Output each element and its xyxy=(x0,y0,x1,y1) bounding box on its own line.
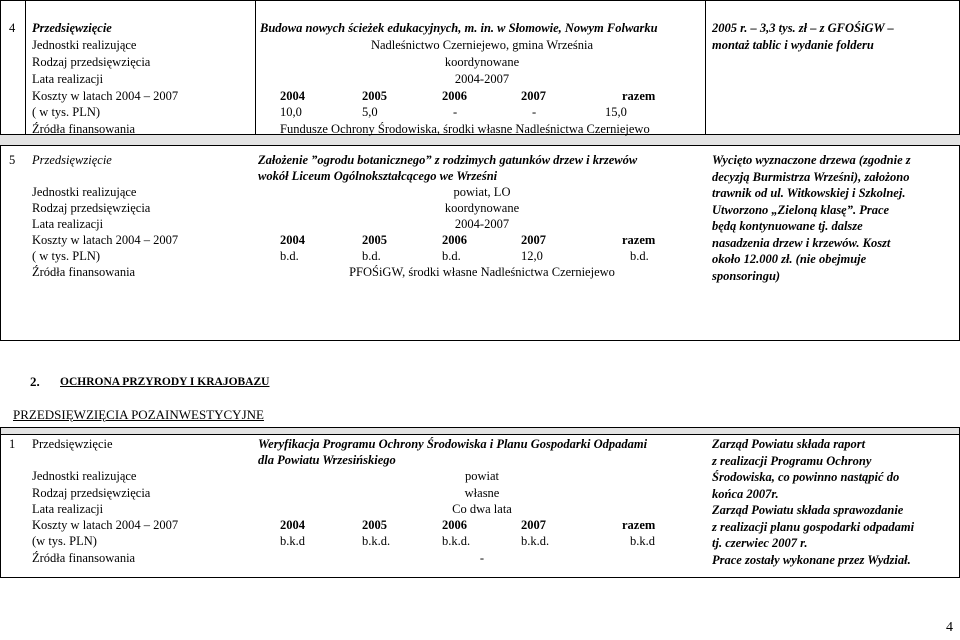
cost-value-2005: 5,0 xyxy=(362,105,378,119)
label-unit: (w tys. PLN) xyxy=(32,534,97,548)
cost-value-2006: - xyxy=(453,105,458,119)
project-title-line: wokół Liceum Ogólnokształcącego we Wrześni xyxy=(258,169,498,183)
cost-header-total: razem xyxy=(622,518,656,532)
label-project: Przedsięwzięcie xyxy=(32,21,112,35)
label-costs: Koszty w latach 2004 – 2007 xyxy=(32,89,179,103)
label-funding: Źródła finansowania xyxy=(32,265,136,279)
label-funding: Źródła finansowania xyxy=(32,551,136,565)
entry-number: 1 xyxy=(9,437,16,451)
cost-header-2004: 2004 xyxy=(280,233,305,247)
label-type: Rodzaj przedsięwzięcia xyxy=(32,55,151,69)
cost-header-2007: 2007 xyxy=(521,233,546,247)
label-costs: Koszty w latach 2004 – 2007 xyxy=(32,518,179,532)
note-line: Utworzono „Zieloną klasę”. Prace xyxy=(712,202,890,217)
note-line: z realizacji Programu Ochrony xyxy=(712,453,872,468)
note-line: Zarząd Powiatu składa sprawozdanie xyxy=(712,503,904,517)
units-value: Nadleśnictwo Czerniejewo, gmina Września xyxy=(370,38,594,52)
type-value: koordynowane xyxy=(444,201,520,215)
cost-value-total: b.d. xyxy=(630,249,649,263)
label-project: Przedsięwzięcie xyxy=(32,437,113,451)
cost-value-2004: 10,0 xyxy=(280,105,302,119)
units-value: powiat, LO xyxy=(453,185,511,199)
page-number: 4 xyxy=(946,620,953,635)
project-title-line: dla Powiatu Wrzesińskiego xyxy=(258,453,396,467)
units-value: powiat xyxy=(464,469,500,483)
note-line: decyzją Burmistrza Wrześni), założono xyxy=(712,169,910,184)
type-value: własne xyxy=(464,486,500,500)
cost-header-2006: 2006 xyxy=(442,233,467,247)
funding-value: PFOŚiGW, środki własne Nadleśnictwa Czerniejewo xyxy=(349,265,615,279)
label-type: Rodzaj przedsięwzięcia xyxy=(32,201,151,215)
note-line: 2005 r. – 3,3 tys. zł – z GFOŚiGW – xyxy=(712,21,894,35)
cost-value-2006: b.k.d. xyxy=(442,534,471,548)
entry-number: 5 xyxy=(9,153,16,167)
cost-header-2006: 2006 xyxy=(442,89,467,103)
funding-value: Fundusze Ochrony Środowiska, środki własne Nadleśnictwa Czerniejewo xyxy=(280,122,650,136)
note-line: Wycięto wyznaczone drzewa (zgodnie z xyxy=(712,153,911,167)
section-number: 2. xyxy=(30,374,40,389)
label-project: Przedsięwzięcie xyxy=(32,153,112,167)
project-title: Budowa nowych ścieżek edukacyjnych, m. in. w Słomowie, Nowym Folwarku xyxy=(260,21,658,35)
label-years: Lata realizacji xyxy=(32,502,104,516)
entry-number: 4 xyxy=(9,21,16,35)
label-years: Lata realizacji xyxy=(32,217,104,231)
cost-value-2007: - xyxy=(532,105,537,119)
notes xyxy=(712,436,914,568)
cost-header-2005: 2005 xyxy=(362,89,387,103)
type-value: koordynowane xyxy=(444,55,520,69)
cost-value-2007: b.k.d. xyxy=(521,534,550,548)
cost-value-2007: 12,0 xyxy=(521,249,543,263)
note-line: będą kontynuowane tj. dalsze xyxy=(712,219,863,233)
note-line: końca 2007r. xyxy=(712,486,779,501)
note-line: Prace zostały wykonane przez Wydział. xyxy=(712,552,911,567)
cost-header-2004: 2004 xyxy=(280,518,305,532)
project-title-line: Założenie ”ogrodu botanicznego” z rodzimych gatunków drzew i krzewów xyxy=(258,153,638,167)
note-line: około 12.000 zł. (nie obejmuje xyxy=(712,252,867,266)
cost-header-total: razem xyxy=(622,89,656,103)
note-line: montaż tablic i wydanie folderu xyxy=(712,37,874,52)
years-value: 2004-2007 xyxy=(454,72,510,86)
years-value: Co dwa lata xyxy=(452,502,512,516)
cost-header-2007: 2007 xyxy=(521,518,546,532)
cost-value-2005: b.k.d. xyxy=(362,534,391,548)
cost-header-2005: 2005 xyxy=(362,233,387,247)
label-years: Lata realizacji xyxy=(32,72,104,86)
note-line: tj. czerwiec 2007 r. xyxy=(712,536,808,550)
note-line: sponsoringu) xyxy=(712,268,781,283)
cost-value-total: 15,0 xyxy=(605,105,627,119)
subsection-title: PRZEDSIĘWZIĘCIA POZAINWESTYCYJNE xyxy=(13,407,264,422)
label-costs: Koszty w latach 2004 – 2007 xyxy=(32,233,179,247)
note-line: Środowiska, co powinno nastąpić do xyxy=(712,470,900,484)
cost-header-2005: 2005 xyxy=(362,518,387,532)
note-line: Zarząd Powiatu składa raport xyxy=(712,437,866,451)
label-type: Rodzaj przedsięwzięcia xyxy=(32,486,151,500)
label-units: Jednostki realizujące xyxy=(32,185,137,199)
note-line: z realizacji planu gospodarki odpadami xyxy=(712,519,915,534)
label-unit: ( w tys. PLN) xyxy=(32,249,101,263)
label-units: Jednostki realizujące xyxy=(32,38,137,52)
notes xyxy=(712,152,911,284)
cost-header-total: razem xyxy=(622,233,656,247)
years-value: 2004-2007 xyxy=(454,217,510,231)
cost-value-total: b.k.d xyxy=(630,534,655,548)
notes xyxy=(712,20,894,53)
label-units: Jednostki realizujące xyxy=(32,469,137,483)
cost-header-2006: 2006 xyxy=(442,518,467,532)
label-unit: ( w tys. PLN) xyxy=(32,105,101,119)
cost-value-2006: b.d. xyxy=(442,249,461,263)
funding-value: - xyxy=(479,551,485,565)
cost-header-2004: 2004 xyxy=(280,89,305,103)
cost-value-2005: b.d. xyxy=(362,249,381,263)
project-title-line: Weryfikacja Programu Ochrony Środowiska i Planu Gospodarki Odpadami xyxy=(258,437,648,451)
note-line: trawnik od ul. Witkowskiej i Szkolnej. xyxy=(712,186,906,200)
note-line: nasadzenia drzew i krzewów. Koszt xyxy=(712,235,891,250)
cost-header-2007: 2007 xyxy=(521,89,546,103)
section-title: OCHRONA PRZYRODY I KRAJOBAZU xyxy=(60,376,270,388)
cost-value-2004: b.k.d xyxy=(280,534,305,548)
cost-value-2004: b.d. xyxy=(280,249,299,263)
label-funding: Źródła finansowania xyxy=(32,122,136,136)
